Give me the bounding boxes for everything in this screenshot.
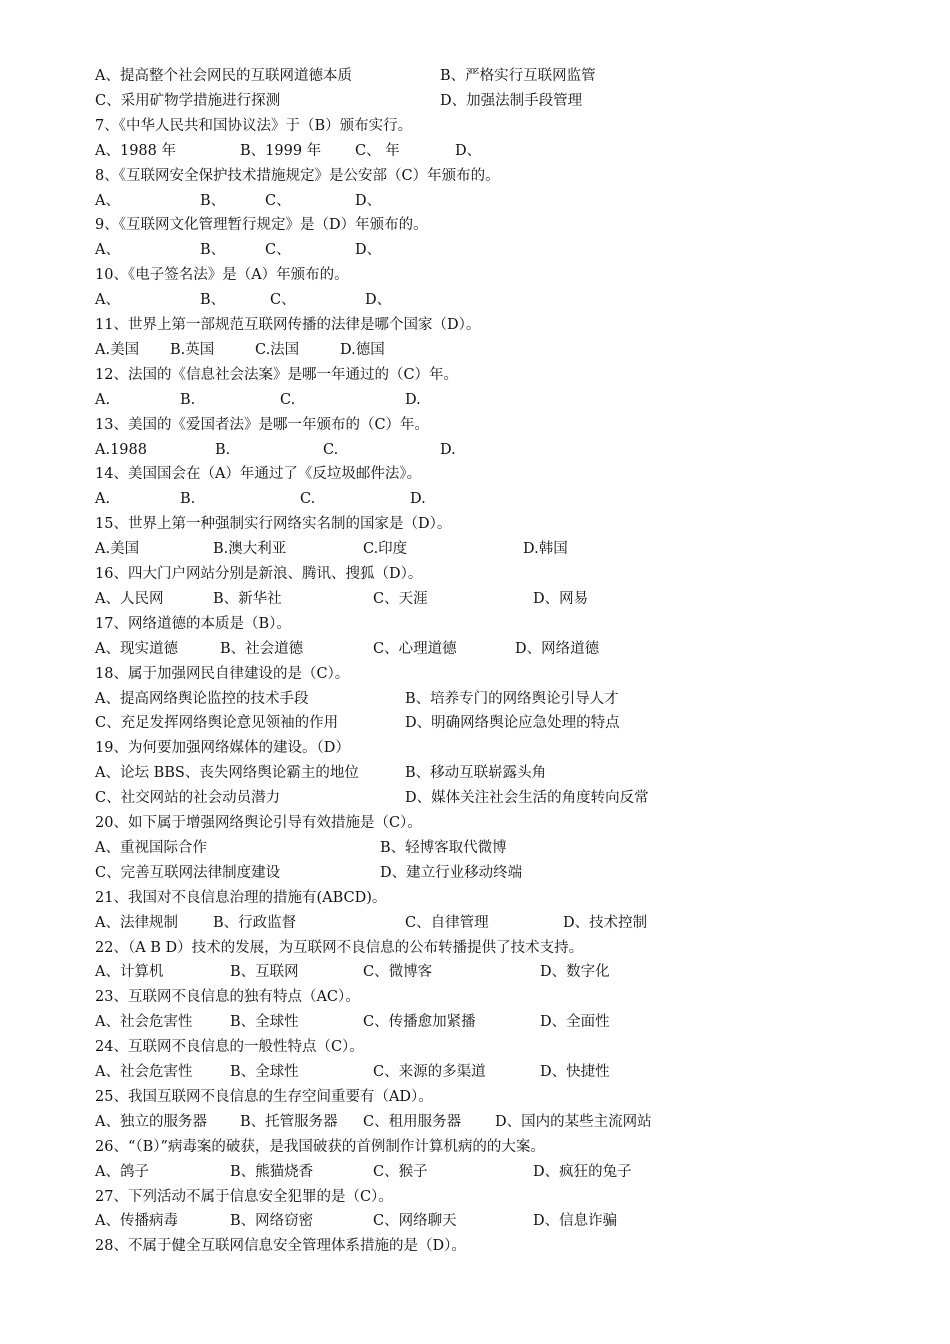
option-c: C、心理道德 [373, 640, 457, 657]
option-a: A、现实道德 [95, 640, 178, 657]
option-a: A、 [95, 242, 120, 259]
question-text: 9、《互联网文化管理暂行规定》是（D）年颁布的。 [95, 217, 428, 234]
option-a: C、社交网站的社会动员潜力 [95, 790, 281, 807]
option-c: C. [300, 491, 316, 508]
question-text: 13、美国的《爱国者法》是哪一年颁布的（C）年。 [95, 416, 430, 433]
option-d: D. [440, 441, 456, 458]
option-c: C、自律管理 [405, 914, 489, 931]
question-text: 11、世界上第一部规范互联网传播的法律是哪个国家（D）。 [95, 317, 481, 333]
option-b: B、1999 年 [240, 142, 322, 159]
question-text: 21、我国对不良信息治理的措施有(ABCD)。 [95, 889, 387, 906]
option-a: A、提高网络舆论监控的技术手段 [95, 690, 309, 707]
option-c: C、 [265, 192, 291, 209]
option-c: C、来源的多渠道 [373, 1064, 486, 1080]
question-text: 22、（A B D）技术的发展，为互联网不良信息的公布转播提供了技术支持。 [95, 939, 584, 956]
option-a: C、充足发挥网络舆论意见领袖的作用 [95, 715, 339, 732]
option-a: A、独立的服务器 [95, 1113, 207, 1130]
option-b: B、社会道德 [220, 640, 304, 657]
option-d: D、快捷性 [540, 1064, 610, 1080]
option-a: A、提高整个社会网民的互联网道德本质 [95, 68, 352, 84]
option-a: A.1988 [95, 441, 147, 458]
option-d: D. [405, 391, 421, 408]
option-b: B、托管服务器 [240, 1113, 338, 1130]
question-text: 12、法国的《信息社会法案》是哪一年通过的（C）年。 [95, 366, 459, 383]
option-b: B、轻博客取代微博 [380, 839, 507, 856]
option-c: C、 [270, 292, 296, 309]
option-b: D、加强法制手段管理 [440, 92, 583, 109]
option-b: B、网络窃密 [230, 1213, 314, 1230]
option-d: D、全面性 [540, 1014, 610, 1031]
question-text: 18、属于加强网民自律建设的是（C）。 [95, 665, 350, 682]
option-a: C、完善互联网法律制度建设 [95, 864, 281, 881]
option-a: A.美国 [95, 341, 140, 358]
option-b: B、全球性 [230, 1014, 299, 1031]
option-d: D、信息诈骗 [533, 1213, 618, 1230]
option-b: B、互联网 [230, 964, 299, 981]
option-b: B、 [200, 192, 226, 209]
option-a: C、采用矿物学措施进行探测 [95, 92, 281, 109]
option-b: B.英国 [170, 341, 215, 358]
option-b: B. [215, 441, 231, 458]
option-b: B. [180, 491, 196, 508]
question-text: 23、互联网不良信息的独有特点（AC）。 [95, 989, 360, 1006]
question-text: 16、四大门户网站分别是新浪、腾讯、搜狐（D）。 [95, 566, 423, 582]
option-b: B、培养专门的网络舆论引导人才 [405, 690, 619, 707]
option-c: C、 [265, 242, 291, 259]
option-d: D、技术控制 [563, 914, 648, 931]
option-a: A、 [95, 292, 120, 309]
question-text: 8、《互联网安全保护技术措施规定》是公安部（C）年颁布的。 [95, 167, 500, 184]
option-d: D、疯狂的兔子 [533, 1163, 632, 1180]
option-d: D、数字化 [540, 964, 610, 981]
option-d: D、国内的某些主流网站 [495, 1113, 652, 1130]
option-b: B、熊猫烧香 [230, 1163, 314, 1180]
question-text: 17、网络道德的本质是（B）。 [95, 615, 291, 632]
option-d: D、 [355, 242, 382, 259]
option-b: B、严格实行互联网监管 [440, 68, 596, 84]
option-a: A、1988 年 [95, 142, 176, 159]
option-d: D、网络道德 [515, 640, 600, 657]
question-text: 27、下列活动不属于信息安全犯罪的是（C）。 [95, 1188, 393, 1205]
option-c: C、天涯 [373, 590, 428, 607]
option-b: B、 [200, 292, 226, 309]
question-text: 25、我国互联网不良信息的生存空间重要有（AD）。 [95, 1088, 433, 1105]
option-a: A.美国 [95, 541, 140, 558]
option-b: D、建立行业移动终端 [380, 864, 523, 881]
option-b: B.澳大利亚 [213, 541, 287, 558]
option-a: A、 [95, 192, 120, 209]
option-b: B. [180, 391, 196, 408]
option-c: C、租用服务器 [363, 1113, 462, 1130]
option-c: C. [280, 391, 296, 408]
option-a: A. [95, 491, 111, 508]
option-c: C.印度 [363, 541, 408, 558]
option-a: A、人民网 [95, 590, 164, 607]
option-d: D.韩国 [523, 541, 568, 558]
question-text: 26、“（B）”病毒案的破获，是我国破获的首例制作计算机病的的大案。 [95, 1138, 545, 1155]
option-d: D、网易 [533, 590, 589, 607]
option-a: A、社会危害性 [95, 1064, 193, 1080]
option-c: C. [323, 441, 339, 458]
question-text: 7、《中华人民共和国协议法》于（B）颁布实行。 [95, 117, 413, 134]
option-c: C、网络聊天 [373, 1213, 457, 1230]
option-d: D、 [455, 142, 482, 159]
option-c: C、微博客 [363, 964, 433, 981]
option-a: A、鸽子 [95, 1163, 149, 1180]
option-c: C、传播愈加紧播 [363, 1014, 476, 1031]
question-text: 14、美国国会在（A）年通过了《反垃圾邮件法》。 [95, 466, 422, 483]
question-text: 15、世界上第一种强制实行网络实名制的国家是（D）。 [95, 516, 452, 533]
option-b: B、新华社 [213, 590, 282, 607]
option-b: D、明确网络舆论应急处理的特点 [405, 715, 620, 732]
option-b: B、行政监督 [213, 914, 297, 931]
question-text: 24、互联网不良信息的一般性特点（C）。 [95, 1039, 364, 1056]
option-c: C.法国 [255, 341, 300, 358]
option-a: A、社会危害性 [95, 1014, 193, 1031]
option-b: B、 [200, 242, 226, 259]
option-d: D. [410, 491, 426, 508]
option-a: A、传播病毒 [95, 1213, 178, 1230]
option-d: D、 [365, 292, 392, 309]
question-text: 28、不属于健全互联网信息安全管理体系措施的是（D）。 [95, 1238, 466, 1255]
option-a: A、法律规制 [95, 914, 178, 931]
option-a: A、重视国际合作 [95, 839, 207, 856]
option-b: B、全球性 [230, 1064, 299, 1080]
option-d: D.德国 [340, 341, 385, 358]
option-b: D、媒体关注社会生活的角度转向反常 [405, 790, 649, 807]
option-c: C、猴子 [373, 1163, 428, 1180]
option-a: A. [95, 391, 111, 408]
option-b: B、移动互联崭露头角 [405, 765, 547, 782]
option-a: A、论坛 BBS、丧失网络舆论霸主的地位 [95, 765, 359, 782]
question-text: 10、《电子签名法》是（A）年颁布的。 [95, 267, 349, 284]
option-d: D、 [355, 192, 382, 209]
question-text: 19、为何要加强网络媒体的建设。（D） [95, 740, 350, 757]
option-c: C、 年 [355, 142, 400, 159]
question-text: 20、如下属于增强网络舆论引导有效措施是（C）。 [95, 815, 422, 831]
option-a: A、计算机 [95, 964, 164, 981]
